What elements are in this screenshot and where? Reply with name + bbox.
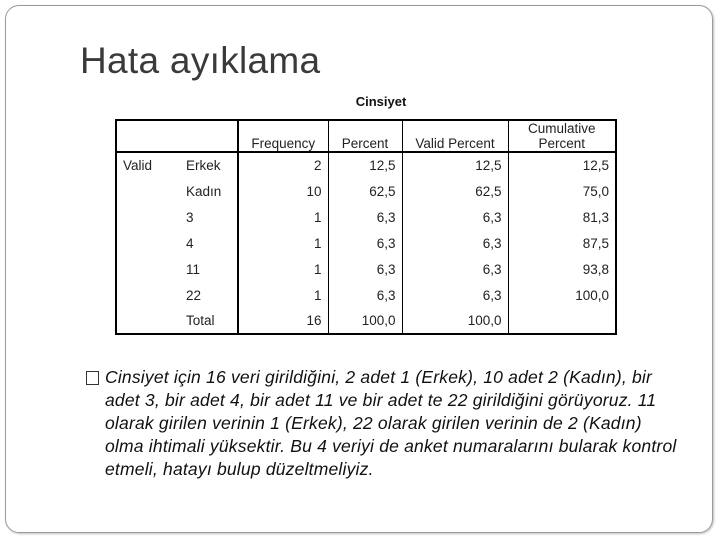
row-label: Erkek [186,158,221,173]
cell-frequency: 2 [238,152,328,178]
table-row [116,282,616,308]
table-header-row [116,120,616,152]
cell-cumulative: 12,5 [508,152,616,178]
cell-percent: 6,3 [328,256,402,282]
table-caption: Cinsiyet [355,94,407,109]
row-label: Kadın [186,183,222,199]
cell-cumulative [508,308,616,334]
table-row [116,256,616,282]
cell-percent: 100,0 [328,308,402,334]
group-label: Valid [116,152,180,178]
cell-cumulative: 75,0 [508,178,616,204]
cell-percent: 6,3 [328,230,402,256]
cell-frequency: 1 [238,256,328,282]
row-label: 4 [186,235,194,251]
cell-frequency: 10 [238,178,328,204]
header-cell [180,120,238,152]
bullet-box-icon [86,371,99,385]
table-row [116,152,616,178]
row-label: 3 [186,209,194,225]
header-valid-percent: Valid Percent [402,120,508,152]
row-label: 22 [186,287,202,303]
cell-valid-percent: 6,3 [402,282,508,308]
cell-cumulative: 87,5 [508,230,616,256]
explanation-text: Cinsiyet için 16 veri girildiğini, 2 adet 1 (Erkek), 10 adet 2 (Kadın), bir adet 3, bir adet 4, bir adet 11 ve bir adet te 22 girildiğini görüyoruz. 11 olarak girilen verinin 1 (Erkek), 22 olarak girilen verinin de 2 (Kadın) olma ihtimali yüksektir. Bu 4 veriyi de anket numaralarını bularak kontrol etmeli, hatayı bulup düzeltmeliyiz. [105,367,677,479]
table-row-total [116,308,616,334]
row-label: Total [180,308,238,334]
header-percent: Percent [328,120,402,152]
explanation-bullet [86,366,682,481]
cell-cumulative: 93,8 [508,256,616,282]
table-row [116,204,616,230]
header-cell [116,120,180,152]
cell-valid-percent: 6,3 [402,256,508,282]
cell-frequency: 1 [238,282,328,308]
cell-percent: 62,5 [328,178,402,204]
header-cumulative-percent: Cumulative Percent [508,120,616,152]
table-row [116,230,616,256]
cell-valid-percent: 62,5 [402,178,508,204]
row-label: 11 [186,261,201,277]
header-frequency: Frequency [238,120,328,152]
slide-title: Hata ayıklama [80,40,321,81]
cell-cumulative: 81,3 [508,204,616,230]
frequency-table [115,119,617,335]
cell-valid-percent: 6,3 [402,230,508,256]
cell-percent: 12,5 [328,152,402,178]
cell-frequency: 1 [238,230,328,256]
cell-frequency: 16 [238,308,328,334]
cell-percent: 6,3 [328,282,402,308]
cell-frequency: 1 [238,204,328,230]
cell-valid-percent: 100,0 [402,308,508,334]
cell-valid-percent: 6,3 [402,204,508,230]
cell-cumulative: 100,0 [508,282,616,308]
cell-percent: 6,3 [328,204,402,230]
cell-valid-percent: 12,5 [402,152,508,178]
table-row [116,178,616,204]
